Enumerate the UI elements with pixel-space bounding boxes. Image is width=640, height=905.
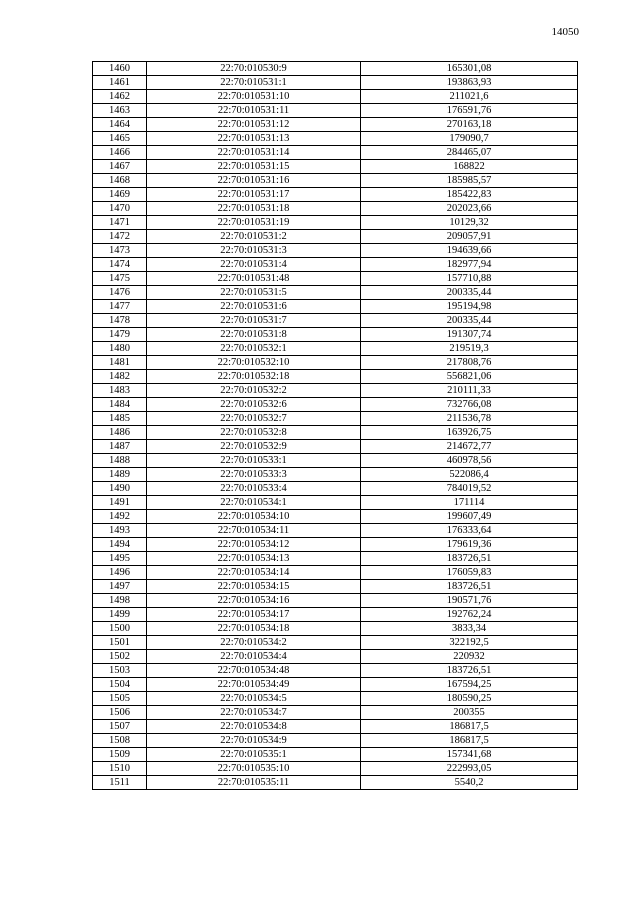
cadastral-value-cell: 157341,68 <box>361 748 578 762</box>
table-row <box>93 300 578 314</box>
row-index-cell: 1479 <box>93 328 147 342</box>
cadastral-number-cell: 22:70:010531:18 <box>147 202 361 216</box>
cadastral-number-cell: 22:70:010531:13 <box>147 132 361 146</box>
cadastral-number-cell: 22:70:010531:14 <box>147 146 361 160</box>
cadastral-value-cell: 176591,76 <box>361 104 578 118</box>
table-row <box>93 608 578 622</box>
row-index-cell: 1476 <box>93 286 147 300</box>
cadastral-value-cell: 222993,05 <box>361 762 578 776</box>
row-index-cell: 1464 <box>93 118 147 132</box>
table-row <box>93 482 578 496</box>
row-index-cell: 1465 <box>93 132 147 146</box>
table-row <box>93 720 578 734</box>
cadastral-value-cell: 193863,93 <box>361 76 578 90</box>
cadastral-value-cell: 195194,98 <box>361 300 578 314</box>
row-index-cell: 1509 <box>93 748 147 762</box>
table-row <box>93 118 578 132</box>
table-row <box>93 328 578 342</box>
cadastral-number-cell: 22:70:010534:15 <box>147 580 361 594</box>
row-index-cell: 1484 <box>93 398 147 412</box>
row-index-cell: 1473 <box>93 244 147 258</box>
row-index-cell: 1462 <box>93 90 147 104</box>
cadastral-value-cell: 199607,49 <box>361 510 578 524</box>
cadastral-number-cell: 22:70:010534:49 <box>147 678 361 692</box>
row-index-cell: 1471 <box>93 216 147 230</box>
cadastral-number-cell: 22:70:010531:3 <box>147 244 361 258</box>
cadastral-value-cell: 194639,66 <box>361 244 578 258</box>
cadastral-value-cell: 176059,83 <box>361 566 578 580</box>
table-row <box>93 580 578 594</box>
cadastral-value-cell: 211536,78 <box>361 412 578 426</box>
cadastral-number-cell: 22:70:010531:8 <box>147 328 361 342</box>
cadastral-value-cell: 190571,76 <box>361 594 578 608</box>
table-row <box>93 706 578 720</box>
table-row <box>93 538 578 552</box>
cadastral-number-cell: 22:70:010534:13 <box>147 552 361 566</box>
row-index-cell: 1477 <box>93 300 147 314</box>
cadastral-value-cell: 163926,75 <box>361 426 578 440</box>
table-row <box>93 678 578 692</box>
row-index-cell: 1494 <box>93 538 147 552</box>
cadastral-value-cell: 209057,91 <box>361 230 578 244</box>
table-row <box>93 104 578 118</box>
row-index-cell: 1467 <box>93 160 147 174</box>
cadastral-number-cell: 22:70:010531:17 <box>147 188 361 202</box>
page-number: 14050 <box>551 26 579 38</box>
cadastral-value-cell: 183726,51 <box>361 580 578 594</box>
row-index-cell: 1502 <box>93 650 147 664</box>
row-index-cell: 1490 <box>93 482 147 496</box>
cadastral-number-cell: 22:70:010534:8 <box>147 720 361 734</box>
table-row <box>93 426 578 440</box>
cadastral-value-cell: 220932 <box>361 650 578 664</box>
table-row <box>93 244 578 258</box>
cadastral-value-cell: 270163,18 <box>361 118 578 132</box>
table-row <box>93 622 578 636</box>
cadastral-number-cell: 22:70:010531:16 <box>147 174 361 188</box>
table-row <box>93 636 578 650</box>
row-index-cell: 1499 <box>93 608 147 622</box>
row-index-cell: 1487 <box>93 440 147 454</box>
row-index-cell: 1498 <box>93 594 147 608</box>
cadastral-number-cell: 22:70:010534:17 <box>147 608 361 622</box>
table-row <box>93 776 578 790</box>
table-body <box>93 62 578 790</box>
table-row <box>93 62 578 76</box>
row-index-cell: 1504 <box>93 678 147 692</box>
table-row <box>93 342 578 356</box>
row-index-cell: 1470 <box>93 202 147 216</box>
table-row <box>93 552 578 566</box>
table-row <box>93 762 578 776</box>
table-row <box>93 258 578 272</box>
row-index-cell: 1510 <box>93 762 147 776</box>
cadastral-number-cell: 22:70:010534:12 <box>147 538 361 552</box>
cadastral-value-cell: 200335,44 <box>361 286 578 300</box>
table-row <box>93 734 578 748</box>
cadastral-value-table <box>92 61 578 790</box>
row-index-cell: 1497 <box>93 580 147 594</box>
cadastral-value-cell: 784019,52 <box>361 482 578 496</box>
cadastral-value-cell: 186817,5 <box>361 734 578 748</box>
cadastral-number-cell: 22:70:010531:48 <box>147 272 361 286</box>
cadastral-value-cell: 185422,83 <box>361 188 578 202</box>
cadastral-value-cell: 167594,25 <box>361 678 578 692</box>
row-index-cell: 1485 <box>93 412 147 426</box>
cadastral-number-cell: 22:70:010533:1 <box>147 454 361 468</box>
cadastral-number-cell: 22:70:010533:4 <box>147 482 361 496</box>
cadastral-number-cell: 22:70:010535:10 <box>147 762 361 776</box>
cadastral-value-cell: 3833,34 <box>361 622 578 636</box>
cadastral-value-cell: 214672,77 <box>361 440 578 454</box>
cadastral-value-cell: 176333,64 <box>361 524 578 538</box>
cadastral-value-cell: 732766,08 <box>361 398 578 412</box>
row-index-cell: 1511 <box>93 776 147 790</box>
table-row <box>93 174 578 188</box>
row-index-cell: 1505 <box>93 692 147 706</box>
cadastral-value-cell: 179090,7 <box>361 132 578 146</box>
table-row <box>93 496 578 510</box>
cadastral-value-cell: 179619,36 <box>361 538 578 552</box>
cadastral-number-cell: 22:70:010534:48 <box>147 664 361 678</box>
row-index-cell: 1489 <box>93 468 147 482</box>
row-index-cell: 1466 <box>93 146 147 160</box>
table-row <box>93 132 578 146</box>
table-row <box>93 76 578 90</box>
cadastral-value-cell: 284465,07 <box>361 146 578 160</box>
row-index-cell: 1482 <box>93 370 147 384</box>
cadastral-value-cell: 192762,24 <box>361 608 578 622</box>
cadastral-value-cell: 322192,5 <box>361 636 578 650</box>
row-index-cell: 1475 <box>93 272 147 286</box>
row-index-cell: 1461 <box>93 76 147 90</box>
cadastral-value-cell: 183726,51 <box>361 552 578 566</box>
cadastral-number-cell: 22:70:010531:10 <box>147 90 361 104</box>
cadastral-number-cell: 22:70:010530:9 <box>147 62 361 76</box>
row-index-cell: 1460 <box>93 62 147 76</box>
cadastral-value-cell: 157710,88 <box>361 272 578 286</box>
table-row <box>93 692 578 706</box>
row-index-cell: 1496 <box>93 566 147 580</box>
table-row <box>93 370 578 384</box>
cadastral-number-cell: 22:70:010534:9 <box>147 734 361 748</box>
table-row <box>93 216 578 230</box>
cadastral-number-cell: 22:70:010532:8 <box>147 426 361 440</box>
cadastral-number-cell: 22:70:010534:11 <box>147 524 361 538</box>
row-index-cell: 1493 <box>93 524 147 538</box>
table-row <box>93 90 578 104</box>
cadastral-number-cell: 22:70:010534:4 <box>147 650 361 664</box>
row-index-cell: 1486 <box>93 426 147 440</box>
table-row <box>93 510 578 524</box>
table-row <box>93 594 578 608</box>
table-row <box>93 272 578 286</box>
cadastral-number-cell: 22:70:010532:9 <box>147 440 361 454</box>
cadastral-number-cell: 22:70:010532:18 <box>147 370 361 384</box>
table-row <box>93 230 578 244</box>
cadastral-value-cell: 186817,5 <box>361 720 578 734</box>
row-index-cell: 1501 <box>93 636 147 650</box>
cadastral-number-cell: 22:70:010534:10 <box>147 510 361 524</box>
table-row <box>93 454 578 468</box>
table-row <box>93 748 578 762</box>
row-index-cell: 1491 <box>93 496 147 510</box>
cadastral-value-cell: 191307,74 <box>361 328 578 342</box>
row-index-cell: 1506 <box>93 706 147 720</box>
cadastral-number-cell: 22:70:010531:1 <box>147 76 361 90</box>
cadastral-number-cell: 22:70:010534:5 <box>147 692 361 706</box>
cadastral-value-cell: 202023,66 <box>361 202 578 216</box>
cadastral-number-cell: 22:70:010531:6 <box>147 300 361 314</box>
row-index-cell: 1508 <box>93 734 147 748</box>
table-row <box>93 286 578 300</box>
row-index-cell: 1492 <box>93 510 147 524</box>
cadastral-number-cell: 22:70:010531:15 <box>147 160 361 174</box>
table-row <box>93 146 578 160</box>
cadastral-number-cell: 22:70:010532:2 <box>147 384 361 398</box>
cadastral-value-cell: 217808,76 <box>361 356 578 370</box>
cadastral-number-cell: 22:70:010534:16 <box>147 594 361 608</box>
cadastral-value-cell: 211021,6 <box>361 90 578 104</box>
cadastral-number-cell: 22:70:010535:1 <box>147 748 361 762</box>
cadastral-value-cell: 183726,51 <box>361 664 578 678</box>
cadastral-number-cell: 22:70:010534:14 <box>147 566 361 580</box>
cadastral-number-cell: 22:70:010533:3 <box>147 468 361 482</box>
row-index-cell: 1480 <box>93 342 147 356</box>
cadastral-number-cell: 22:70:010532:7 <box>147 412 361 426</box>
cadastral-number-cell: 22:70:010535:11 <box>147 776 361 790</box>
cadastral-value-cell: 219519,3 <box>361 342 578 356</box>
row-index-cell: 1500 <box>93 622 147 636</box>
row-index-cell: 1468 <box>93 174 147 188</box>
cadastral-number-cell: 22:70:010532:10 <box>147 356 361 370</box>
row-index-cell: 1488 <box>93 454 147 468</box>
cadastral-value-cell: 180590,25 <box>361 692 578 706</box>
row-index-cell: 1474 <box>93 258 147 272</box>
table-row <box>93 524 578 538</box>
row-index-cell: 1463 <box>93 104 147 118</box>
table-row <box>93 384 578 398</box>
table-row <box>93 650 578 664</box>
table-row <box>93 160 578 174</box>
cadastral-number-cell: 22:70:010534:7 <box>147 706 361 720</box>
cadastral-number-cell: 22:70:010532:6 <box>147 398 361 412</box>
cadastral-value-cell: 460978,56 <box>361 454 578 468</box>
row-index-cell: 1478 <box>93 314 147 328</box>
cadastral-number-cell: 22:70:010532:1 <box>147 342 361 356</box>
cadastral-value-cell: 200335,44 <box>361 314 578 328</box>
cadastral-value-cell: 522086,4 <box>361 468 578 482</box>
cadastral-number-cell: 22:70:010531:2 <box>147 230 361 244</box>
cadastral-value-cell: 10129,32 <box>361 216 578 230</box>
cadastral-value-cell: 556821,06 <box>361 370 578 384</box>
cadastral-value-cell: 210111,33 <box>361 384 578 398</box>
cadastral-number-cell: 22:70:010534:2 <box>147 636 361 650</box>
row-index-cell: 1481 <box>93 356 147 370</box>
cadastral-number-cell: 22:70:010531:12 <box>147 118 361 132</box>
table-row <box>93 468 578 482</box>
cadastral-number-cell: 22:70:010534:18 <box>147 622 361 636</box>
table-row <box>93 188 578 202</box>
table-row <box>93 398 578 412</box>
cadastral-number-cell: 22:70:010531:19 <box>147 216 361 230</box>
row-index-cell: 1507 <box>93 720 147 734</box>
cadastral-value-cell: 171114 <box>361 496 578 510</box>
table-row <box>93 202 578 216</box>
table-row <box>93 412 578 426</box>
cadastral-value-cell: 200355 <box>361 706 578 720</box>
cadastral-number-cell: 22:70:010534:1 <box>147 496 361 510</box>
cadastral-value-cell: 165301,08 <box>361 62 578 76</box>
cadastral-value-cell: 182977,94 <box>361 258 578 272</box>
table-row <box>93 664 578 678</box>
cadastral-value-cell: 168822 <box>361 160 578 174</box>
cadastral-number-cell: 22:70:010531:4 <box>147 258 361 272</box>
table-row <box>93 356 578 370</box>
cadastral-value-cell: 5540,2 <box>361 776 578 790</box>
row-index-cell: 1503 <box>93 664 147 678</box>
table-row <box>93 440 578 454</box>
cadastral-number-cell: 22:70:010531:7 <box>147 314 361 328</box>
cadastral-number-cell: 22:70:010531:5 <box>147 286 361 300</box>
row-index-cell: 1472 <box>93 230 147 244</box>
row-index-cell: 1469 <box>93 188 147 202</box>
cadastral-value-cell: 185985,57 <box>361 174 578 188</box>
row-index-cell: 1495 <box>93 552 147 566</box>
row-index-cell: 1483 <box>93 384 147 398</box>
cadastral-number-cell: 22:70:010531:11 <box>147 104 361 118</box>
table-row <box>93 314 578 328</box>
table-row <box>93 566 578 580</box>
